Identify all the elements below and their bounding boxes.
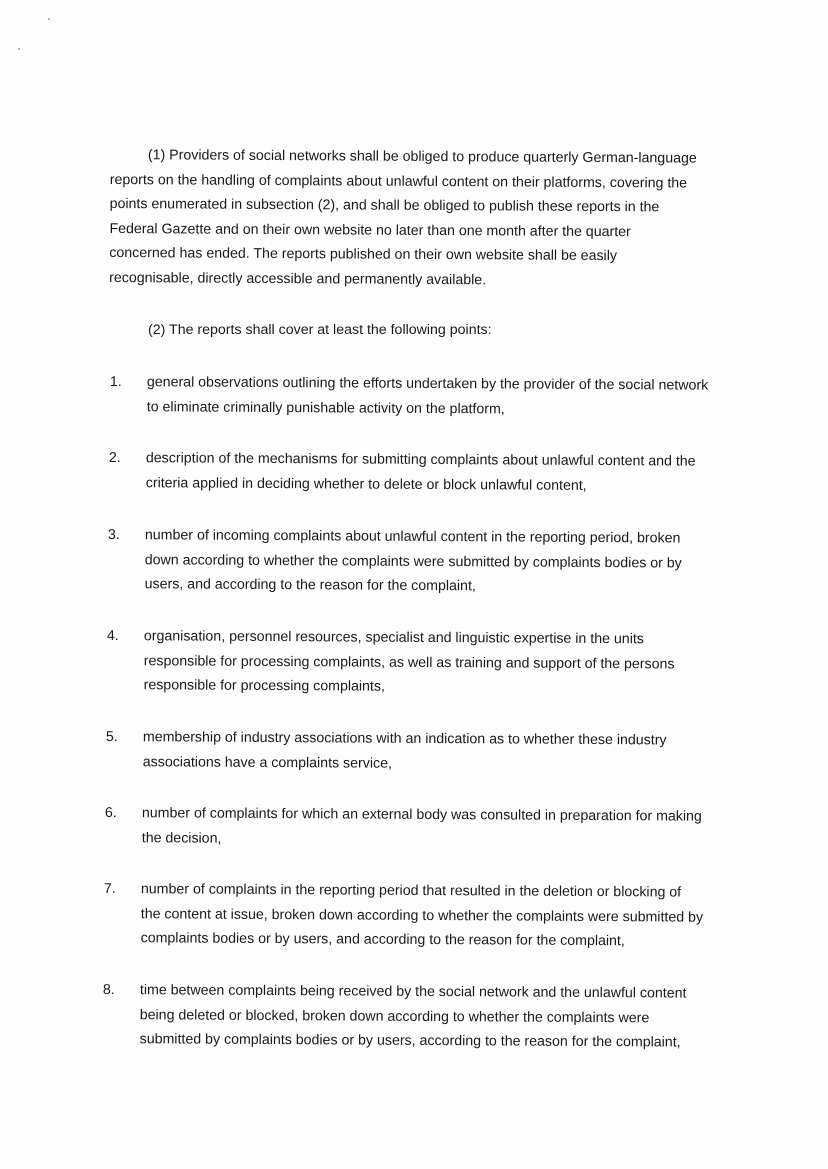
list-item-text: membership of industry associations with an indication as to whether these industry associations have a complaints service, bbox=[142, 729, 667, 772]
list-item-text: number of incoming complaints about unlawful content in the reporting period, broken down according to whether the complaints were submitted by complaints bodies or by users, and according to the reason for the complaint, bbox=[144, 527, 682, 595]
list-item bbox=[105, 801, 705, 854]
list-item-number: 7. bbox=[103, 880, 116, 898]
list-item bbox=[106, 725, 706, 778]
list-item-number: 8. bbox=[102, 981, 115, 999]
list-item-text: number of complaints in the reporting period that resulted in the deletion or blocking of the content at issue, broken down according to whether the complaints were submitted by complaints bodies or by users, and according to the reason for the complaint, bbox=[140, 881, 704, 950]
list-item-text: number of complaints for which an external body was consulted in preparation for making the decision, bbox=[141, 805, 702, 847]
list-item-text: description of the mechanisms for submitting complaints about unlawful content and the criteria applied in deciding whether to delete or block unlawful content, bbox=[145, 450, 696, 494]
scan-speck bbox=[18, 48, 20, 50]
list-item bbox=[107, 624, 707, 701]
list-item-number: 5. bbox=[105, 728, 118, 746]
list-item-text: general observations outlining the efforts undertaken by the provider of the social network to eliminate criminally punishable activity on the platform, bbox=[146, 374, 709, 418]
list-item-number: 3. bbox=[107, 526, 120, 544]
list-item-text: organisation, personnel resources, specialist and linguistic expertise in the units responsible for processing complaints, as well as training and support of the persons responsible for processing complaints, bbox=[143, 628, 675, 695]
list-item bbox=[108, 523, 708, 600]
scan-speck bbox=[48, 18, 50, 20]
list-item-number: 1. bbox=[109, 373, 122, 391]
list-item bbox=[104, 877, 704, 954]
list-item bbox=[103, 978, 703, 1055]
list-item bbox=[110, 370, 710, 423]
list-item bbox=[109, 446, 709, 499]
subsection-1-text: (1) Providers of social networks shall be obliged to produce quarterly German-language reports on the handling of complaints about unlawful content on their platforms, covering the points enumerated in subsection (2), and shall be obliged to publish these reports in the Federal Gazette and on their own website no later than one month after the quarter concerned has ended. The reports published on their own website shall be easily recognisable, directly accessible and permanently available. bbox=[109, 147, 697, 289]
list-item-number: 2. bbox=[108, 449, 121, 467]
list-item-number: 6. bbox=[104, 804, 117, 822]
list-item-text: time between complaints being received by the social network and the unlawful content being deleted or blocked, broken down according to whether the complaints were submitted by complaints bodies or by users, according to the reason for the complaint, bbox=[139, 982, 687, 1051]
subsection-1-paragraph bbox=[109, 143, 700, 294]
subsection-2-intro: (2) The reports shall cover at least the following points: bbox=[148, 322, 492, 338]
list-item-number: 4. bbox=[106, 627, 119, 645]
